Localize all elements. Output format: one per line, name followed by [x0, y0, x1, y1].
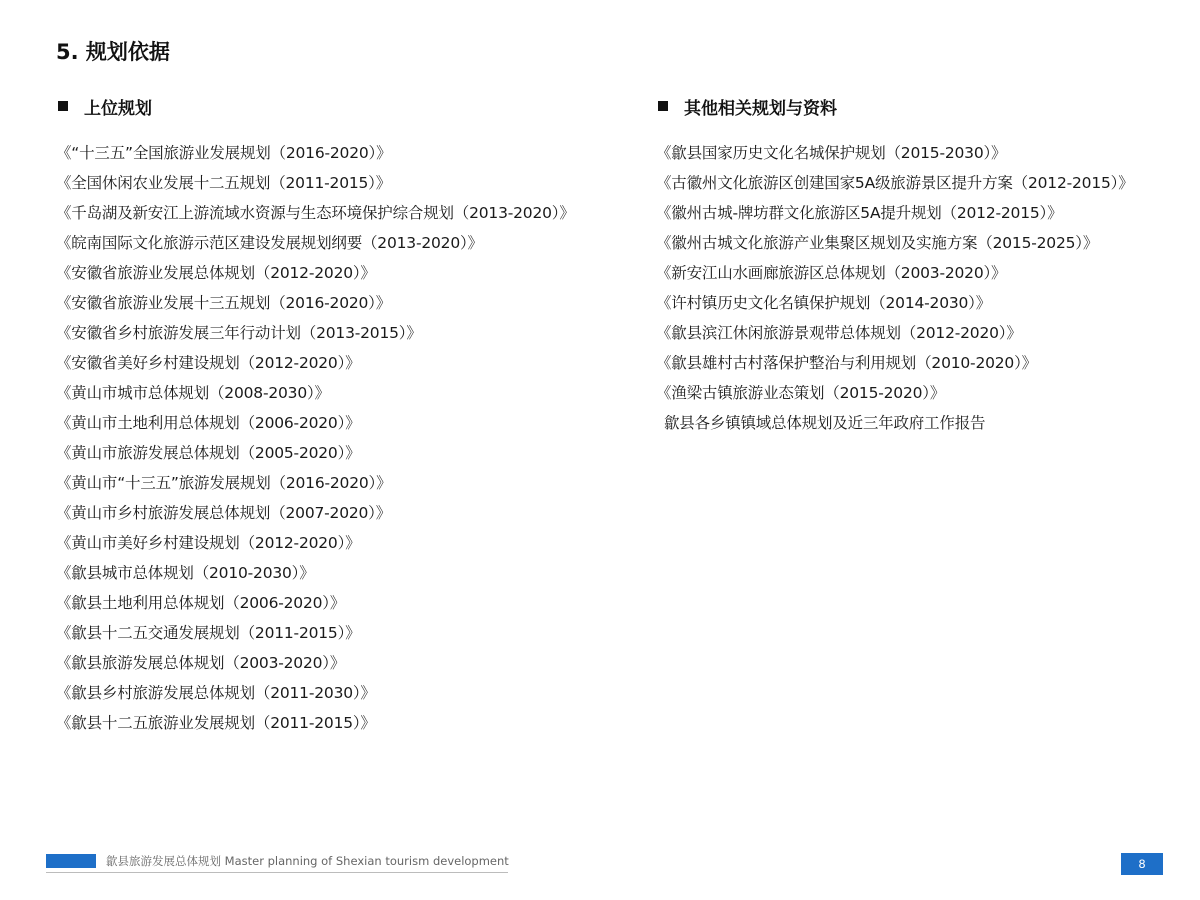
related-plans-section: [656, 92, 1186, 438]
list-item: 《安徽省乡村旅游发展三年行动计划（2013-2015）》: [56, 324, 422, 342]
section-heading: [656, 92, 1186, 120]
footer-text: 歙县旅游发展总体规划 Master planning of Shexian tourism development: [106, 854, 509, 868]
list-item: 《黄山市美好乡村建设规划（2012-2020）》: [56, 534, 361, 552]
list-item: 《歙县乡村旅游发展总体规划（2011-2030）》: [56, 684, 376, 702]
list-item: 《徽州古城-牌坊群文化旅游区5A提升规划（2012-2015）》: [656, 204, 1063, 222]
list-item: 《安徽省美好乡村建设规划（2012-2020）》: [56, 354, 361, 372]
list-item: 《安徽省旅游业发展总体规划（2012-2020）》: [56, 264, 376, 282]
list-item: 《黄山市土地利用总体规划（2006-2020）》: [56, 414, 361, 432]
list-item: 《渔梁古镇旅游业态策划（2015-2020）》: [656, 384, 946, 402]
list-item: 《歙县雄村古村落保护整治与利用规划（2010-2020）》: [656, 354, 1037, 372]
list-item: 《皖南国际文化旅游示范区建设发展规划纲要（2013-2020）》: [56, 234, 483, 252]
list-item: 《歙县十二五旅游业发展规划（2011-2015）》: [56, 714, 376, 732]
square-bullet-icon: [58, 101, 68, 111]
upper-level-plans-section: [56, 92, 636, 738]
list-item: 《“十三五”全国旅游业发展规划（2016-2020）》: [56, 144, 392, 162]
footer: [46, 852, 508, 873]
list-item: 《歙县土地利用总体规划（2006-2020）》: [56, 594, 346, 612]
list-item: 《歙县滨江休闲旅游景观带总体规划（2012-2020）》: [656, 324, 1022, 342]
page-title: 5. 规划依据: [56, 40, 170, 64]
square-bullet-icon: [658, 101, 668, 111]
upper-level-plans-list: [56, 138, 636, 738]
list-item: 《黄山市“十三五”旅游发展规划（2016-2020）》: [56, 474, 392, 492]
list-item: 《黄山市乡村旅游发展总体规划（2007-2020）》: [56, 504, 392, 522]
footer-accent-bar: [46, 854, 96, 868]
list-item: 《歙县国家历史文化名城保护规划（2015-2030）》: [656, 144, 1007, 162]
section-heading-label: 其他相关规划与资料: [684, 98, 837, 119]
list-item: 《歙县城市总体规划（2010-2030）》: [56, 564, 315, 582]
page-number: 8: [1121, 853, 1163, 875]
list-item: 《古徽州文化旅游区创建国家5A级旅游景区提升方案（2012-2015）》: [656, 174, 1134, 192]
list-item: 《歙县十二五交通发展规划（2011-2015）》: [56, 624, 361, 642]
list-item: 《新安江山水画廊旅游区总体规划（2003-2020）》: [656, 264, 1007, 282]
list-item: 《全国休闲农业发展十二五规划（2011-2015）》: [56, 174, 392, 192]
section-heading-label: 上位规划: [84, 98, 152, 119]
list-item-note: 歙县各乡镇镇域总体规划及近三年政府工作报告: [664, 414, 986, 432]
list-item: 《歙县旅游发展总体规划（2003-2020）》: [56, 654, 346, 672]
list-item: 《许村镇历史文化名镇保护规划（2014-2030）》: [656, 294, 992, 312]
list-item: 《黄山市旅游发展总体规划（2005-2020）》: [56, 444, 361, 462]
list-item: 《千岛湖及新安江上游流域水资源与生态环境保护综合规划（2013-2020）》: [56, 204, 575, 222]
related-plans-list: [656, 138, 1186, 438]
section-heading: [56, 92, 636, 120]
list-item: 《安徽省旅游业发展十三五规划（2016-2020）》: [56, 294, 392, 312]
list-item: 《徽州古城文化旅游产业集聚区规划及实施方案（2015-2025）》: [656, 234, 1099, 252]
list-item: 《黄山市城市总体规划（2008-2030）》: [56, 384, 330, 402]
